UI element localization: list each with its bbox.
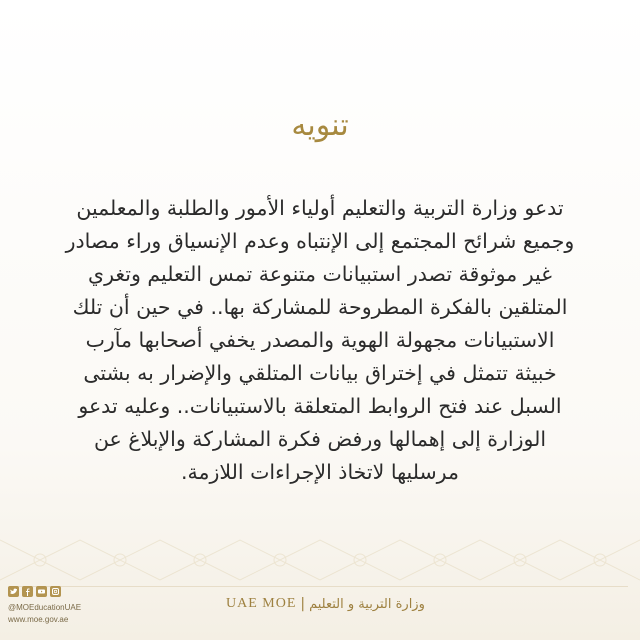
notice-line: الوزارة إلى إهمالها ورفض فكرة المشاركة والإبلاغ عن (93, 427, 547, 451)
notice-line: تدعو وزارة التربية والتعليم أولياء الأمور والطلبة والمعلمين (76, 196, 564, 220)
brand-english: UAE MOE (226, 596, 297, 611)
notice-line: خبيثة تتمثل في إختراق بيانات المتلقي والإضرار به بشتى (83, 361, 557, 385)
social-links (8, 586, 61, 597)
youtube-icon[interactable] (36, 586, 47, 597)
notice-line: غير موثوقة تصدر استبيانات متنوعة تمس التعليم وتغري (88, 262, 552, 286)
notice-line: مرسليها لاتخاذ الإجراءات اللازمة. (181, 460, 459, 484)
brand-arabic: وزارة التربية و التعليم (309, 596, 425, 612)
facebook-icon[interactable] (22, 586, 33, 597)
notice-body (40, 192, 600, 489)
instagram-icon[interactable] (50, 586, 61, 597)
notice-line: السبل عند فتح الروابط المتعلقة بالاستبيانات.. وعليه تدعو (78, 394, 562, 418)
website-link[interactable]: www.moe.gov.ae (8, 615, 69, 624)
twitter-icon[interactable] (8, 586, 19, 597)
notice-line: وجميع شرائح المجتمع إلى الإنتباه وعدم الإنسياق وراء مصادر (65, 229, 575, 253)
notice-line: الاستبيانات مجهولة الهوية والمصدر يخفي أصحابها مآرب (85, 328, 555, 352)
notice-line: المتلقين بالفكرة المطروحة للمشاركة بها.. في حين أن تلك (72, 295, 568, 319)
notice-title: تنويه (291, 108, 349, 143)
ministry-brand (226, 596, 425, 612)
footer-divider (12, 586, 628, 587)
brand-separator: | (300, 596, 306, 612)
social-handle[interactable]: @MOEducationUAE (8, 603, 82, 612)
